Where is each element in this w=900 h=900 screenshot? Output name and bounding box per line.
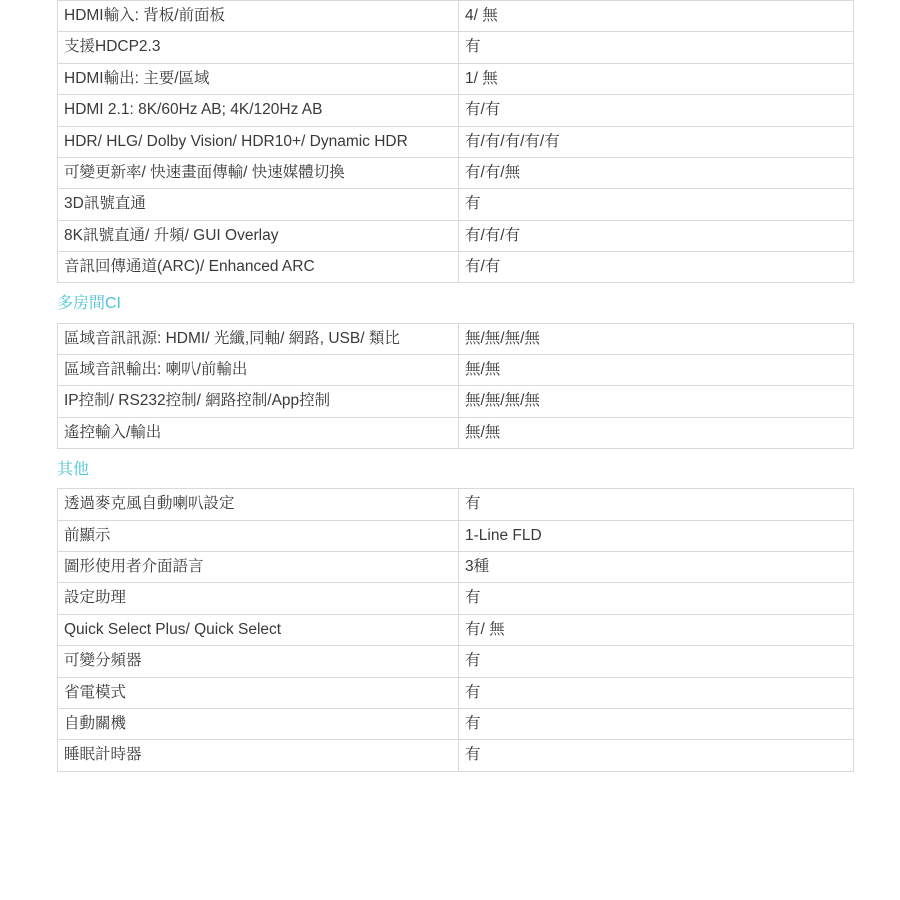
spec-value: 有 [459,646,854,677]
spec-value: 4/ 無 [459,1,854,32]
spec-label: 可變分頻器 [58,646,459,677]
spec-value: 無/無/無/無 [459,386,854,417]
spec-value: 有/有 [459,95,854,126]
table-row [58,354,854,385]
table-row [58,646,854,677]
table-row [58,95,854,126]
spec-label: 3D訊號直通 [58,189,459,220]
table-row [58,323,854,354]
spec-label: IP控制/ RS232控制/ 網路控制/App控制 [58,386,459,417]
spec-label: 自動關機 [58,708,459,739]
spec-label: 音訊回傳通道(ARC)/ Enhanced ARC [58,252,459,283]
table-row [58,189,854,220]
spec-value: 有 [459,32,854,63]
spec-value: 有/有/有/有/有 [459,126,854,157]
spec-section-other [57,449,843,772]
spec-table-hdmi [57,0,854,283]
table-row [58,583,854,614]
section-heading-other: 其他 [57,461,90,479]
spec-value: 有/有/無 [459,157,854,188]
spec-label: HDMI輸入: 背板/前面板 [58,1,459,32]
table-row [58,32,854,63]
table-row [58,157,854,188]
table-row [58,489,854,520]
spec-label: HDMI 2.1: 8K/60Hz AB; 4K/120Hz AB [58,95,459,126]
spec-label: 遙控輸入/輸出 [58,417,459,448]
spec-label: Quick Select Plus/ Quick Select [58,614,459,645]
spec-value: 無/無/無/無 [459,323,854,354]
table-row [58,417,854,448]
spec-label: 區域音訊輸出: 喇叭/前輸出 [58,354,459,385]
spec-label: HDMI輸出: 主要/區域 [58,63,459,94]
spec-value: 有 [459,189,854,220]
spec-label: HDR/ HLG/ Dolby Vision/ HDR10+/ Dynamic HDR [58,126,459,157]
spec-value: 有/有 [459,252,854,283]
spec-value: 有 [459,677,854,708]
table-row [58,520,854,551]
spec-label: 睡眠計時器 [58,740,459,771]
spec-value: 1/ 無 [459,63,854,94]
spec-label: 可變更新率/ 快速畫面傳輸/ 快速媒體切換 [58,157,459,188]
table-row [58,677,854,708]
spec-value: 3種 [459,552,854,583]
spec-table-other [57,488,854,771]
table-row [58,740,854,771]
table-row [58,1,854,32]
spec-value: 1-Line FLD [459,520,854,551]
table-row [58,552,854,583]
spec-value: 有 [459,583,854,614]
spec-table-multiroom [57,323,854,450]
spec-label: 省電模式 [58,677,459,708]
spec-section-hdmi [57,0,843,283]
spec-label: 支援HDCP2.3 [58,32,459,63]
spec-value: 無/無 [459,354,854,385]
spec-label: 8K訊號直通/ 升頻/ GUI Overlay [58,220,459,251]
table-row [58,614,854,645]
spec-value: 有 [459,489,854,520]
spec-label: 區域音訊訊源: HDMI/ 光纖,同軸/ 網路, USB/ 類比 [58,323,459,354]
spec-label: 圖形使用者介面語言 [58,552,459,583]
spec-label: 設定助理 [58,583,459,614]
spec-label: 透過麥克風自動喇叭設定 [58,489,459,520]
table-row [58,220,854,251]
table-row [58,252,854,283]
spec-value: 無/無 [459,417,854,448]
table-row [58,126,854,157]
table-row [58,708,854,739]
spec-label: 前顯示 [58,520,459,551]
spec-value: 有 [459,740,854,771]
table-row [58,63,854,94]
spec-value: 有/ 無 [459,614,854,645]
spec-section-multiroom [57,283,843,449]
spec-value: 有 [459,708,854,739]
section-heading-multiroom: 多房間CI [57,295,122,313]
spec-value: 有/有/有 [459,220,854,251]
table-row [58,386,854,417]
